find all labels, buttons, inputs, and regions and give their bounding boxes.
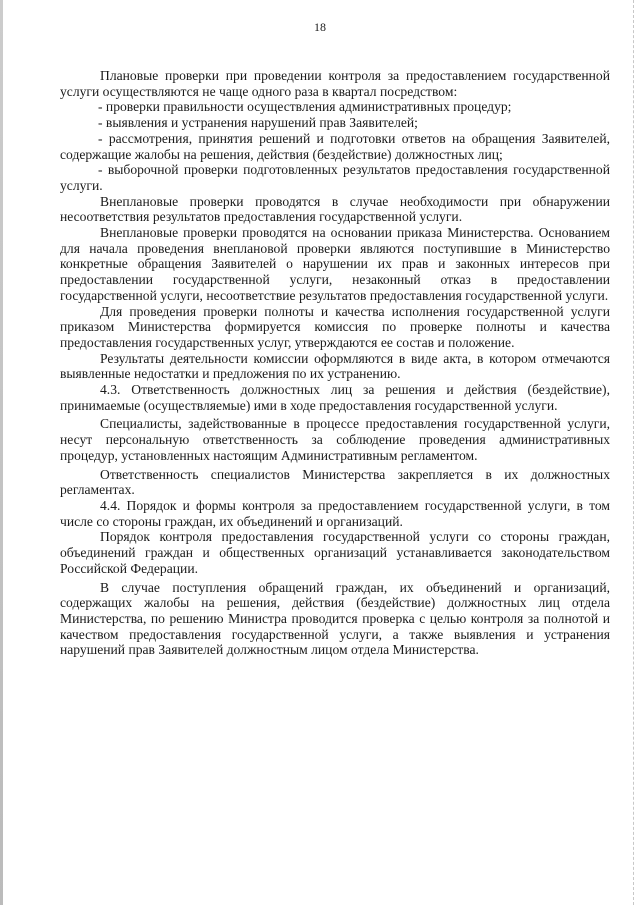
scan-edge-left	[0, 0, 3, 905]
list-item-violations: - выявления и устранения нарушений прав Заявителей;	[98, 115, 418, 131]
scan-edge-right	[632, 0, 634, 905]
document-body	[60, 68, 610, 658]
paragraph-commission: Для проведения проверки полноты и качества исполнения государственной услуги приказом Министерства формируется комиссия по проверке полноты и качества предоставления государственных услуг, утверждаются ее состав и положение.	[60, 303, 610, 350]
paragraph-complaints-check: В случае поступления обращений граждан, их объединений и организаций, содержащих жалобы на решения, действия (бездействие) должностных лиц отдела Министерства, по решению Министра проводится проверка с целью контроля за полнотой и качеством предоставления государственной услуги, а также выявления и устранения нарушений прав Заявителей должностным лицом отдела Министерства.	[60, 579, 610, 658]
section-heading-4-3: 4.3. Ответственность должностных лиц за решения и действия (бездействие), принимаемые (осуществляемые) ими в ходе предоставления государственной услуги.	[60, 382, 610, 413]
paragraph-unplanned-checks: Внеплановые проверки проводятся в случае необходимости при обнаружении несоответствия результатов предоставления государственной услуги.	[60, 193, 610, 225]
list-item-complaints: - рассмотрения, принятия решений и подготовки ответов на обращения Заявителей, содержащие жалобы на решения, действия (бездействие) должностных лиц;	[60, 130, 610, 162]
paragraph-commission-results: Результаты деятельности комиссии оформляются в виде акта, в котором отмечаются выявленные недостатки и предложения по их устранению.	[60, 350, 610, 382]
section-heading-4-4: 4.4. Порядок и формы контроля за предоставлением государственной услуги, в том числе со стороны граждан, их объединений и организаций.	[60, 497, 610, 529]
list-item-selective-check: - выборочной проверки подготовленных результатов предоставления государственной услуги.	[60, 162, 610, 193]
paragraph-planned-checks: Плановые проверки при проведении контроля за предоставлением государственной услуги осуществляются не чаще одного раза в квартал посредством:	[60, 68, 610, 99]
paragraph-specialists-responsibility: Специалисты, задействованные в процессе предоставления государственной услуги, несут персональную ответственность за соблюдение проведения административных процедур, установленных настоящим Административным регламентом.	[60, 416, 610, 463]
list-item-procedures-check: - проверки правильности осуществления административных процедур;	[98, 99, 512, 115]
page-number: 18	[314, 20, 326, 34]
paragraph-control-order: Порядок контроля предоставления государственной услуги со стороны граждан, объединений граждан и общественных организаций устанавливается законодательством Российской Федерации.	[60, 529, 610, 576]
paragraph-responsibility-regulations: Ответственность специалистов Министерства закрепляется в их должностных регламентах.	[60, 466, 610, 498]
paragraph-unplanned-basis: Внеплановые проверки проводятся на основании приказа Министерства. Основанием для начала проведения внеплановой проверки являются поступившие в Министерство конкретные обращения Заявителей о нарушении их прав и законных интересов при предоставлении государственной услуги, незаконный отказ в предоставлении государственной услуги, несоответствие результатов предоставления государственной услуги.	[60, 225, 610, 303]
